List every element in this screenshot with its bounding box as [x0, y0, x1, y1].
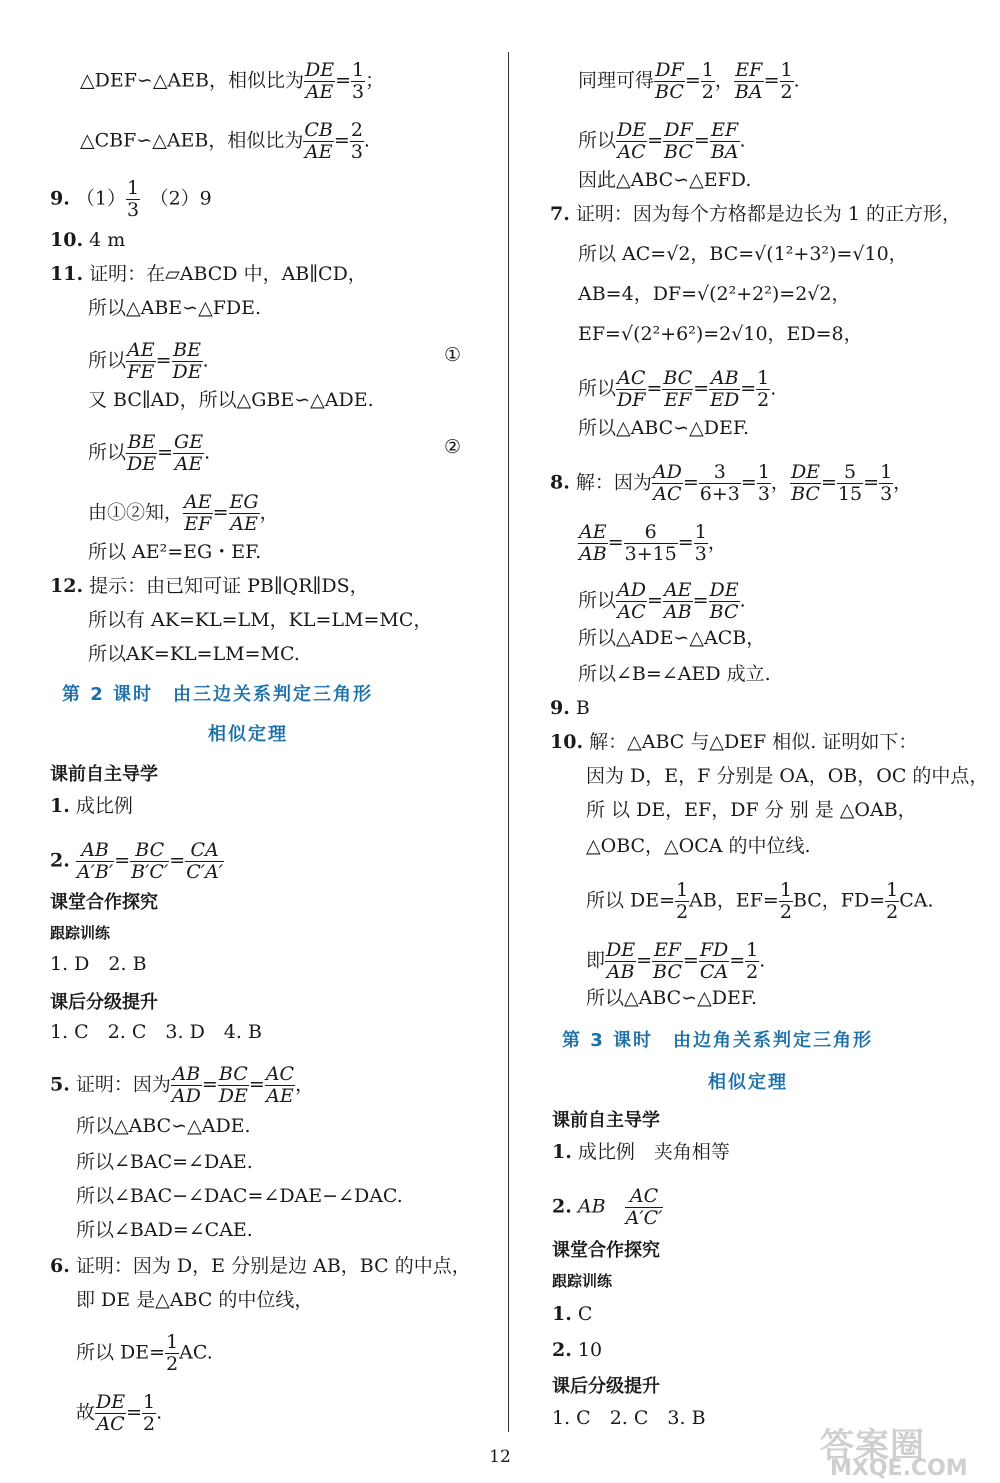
answer-line: 故 $\frac{DE}{AC}$ = $\frac{1}{2}$ .	[76, 1391, 163, 1435]
answer-line: 2. 10	[552, 1339, 603, 1361]
watermark-logo: 答案圈	[820, 1426, 925, 1466]
answer-line: 所以 $\frac{AD}{AC}$ = $\frac{AE}{AB}$ = $\frac{DE}{BC}$ .	[578, 579, 746, 623]
answer-line: 所以有 AK=KL=LM，KL=LM=MC，	[88, 609, 433, 631]
question-9: 9. （1） $\frac{1}{3}$ （2）9	[50, 177, 212, 221]
lesson-heading: 第 3 课时 由边角关系判定三角形	[562, 1030, 874, 1051]
answer-line: 所以 AC=√2，BC=√(1²+3²)=√10，	[578, 243, 908, 265]
section-heading: 课后分级提升	[50, 992, 158, 1013]
section-heading: 课堂合作探究	[50, 892, 158, 913]
answer-line: 所以 DE= $\frac{1}{2}$ AC.	[76, 1331, 213, 1375]
answer-line: 2. $\frac{AB}{A'B'}$ = $\frac{BC}{B'C'}$ = $\frac{CA}{C'A'}$	[50, 839, 224, 883]
watermark-url: MXQE.COM	[830, 1456, 968, 1481]
answer-line: 2. AB $\frac{AC}{A'C'}$	[552, 1185, 663, 1229]
answer-line: EF=√(2²+6²)=2√10，ED=8，	[578, 323, 863, 345]
answer-line: 所以△ABC∽△ADE.	[76, 1115, 251, 1137]
answer-line: 因此△ABC∽△EFD.	[578, 169, 752, 191]
lesson-heading: 相似定理	[708, 1072, 788, 1093]
section-heading: 课堂合作探究	[552, 1240, 660, 1261]
answer-line: 1. C 2. C 3. B	[552, 1407, 706, 1429]
answer-line: 所以∠BAC=∠DAE.	[76, 1151, 253, 1173]
section-heading: 课后分级提升	[552, 1376, 660, 1397]
subsection-heading: 跟踪训练	[552, 1272, 613, 1290]
answer-line: 1. 成比例 夹角相等	[552, 1141, 730, 1163]
answer-line: 所以 $\frac{AC}{DF}$ = $\frac{BC}{EF}$ = $\frac{AB}{ED}$ = $\frac{1}{2}$ .	[578, 367, 777, 411]
answer-line: △OBC，△OCA 的中位线.	[586, 835, 811, 857]
answer-line: 1. 成比例	[50, 795, 133, 817]
answer-line: $\frac{AE}{AB}$ = $\frac{6}{3+15}$ = $\frac{1}{3}$ ，	[579, 521, 727, 565]
answer-line: 所 以 DE，EF，DF 分 别 是 △OAB，	[586, 799, 917, 821]
column-divider	[508, 52, 509, 1432]
answer-line: 所以 DE= $\frac{1}{2}$ AB，EF= $\frac{1}{2}$ BC，FD= $\frac{1}{2}$ CA.	[586, 879, 934, 923]
section-heading: 课前自主导学	[552, 1110, 660, 1131]
question-12: 12. 提示：由已知可证 PB∥QR∥DS，	[50, 575, 369, 597]
section-heading: 课前自主导学	[50, 764, 158, 785]
answer-line: 所以 $\frac{BE}{DE}$ = $\frac{GE}{AE}$ .	[88, 431, 211, 475]
answer-line: 所以 $\frac{DE}{AC}$ = $\frac{DF}{BC}$ = $\frac{EF}{BA}$ .	[578, 119, 746, 163]
answer-line: 1. D 2. B	[50, 953, 147, 975]
answer-line: AB=4，DF=√(2²+2²)=2√2，	[578, 283, 851, 305]
answer-line: △DEF∽△AEB，相似比为 $\frac{DE}{AE}$ = $\frac{1}{3}$ ；	[80, 59, 385, 103]
page-number: 12	[489, 1447, 511, 1467]
question-8: 8. 解：因为 $\frac{AD}{AC}$ = $\frac{3}{6+3}$ = $\frac{1}{3}$ ， $\frac{DE}{BC}$ = $\frac{5}{15}$ = $\frac{1}{3}$ ，	[550, 461, 913, 505]
answer-line: 1. C 2. C 3. D 4. B	[50, 1021, 262, 1043]
lesson-heading: 第 2 课时 由三边关系判定三角形	[62, 684, 374, 705]
answer-line: △CBF∽△AEB，相似比为 $\frac{CB}{AE}$ = $\frac{2}{3}$ .	[80, 119, 370, 163]
answer-line: 所以△ABE∽△FDE.	[88, 297, 262, 319]
answer-line: 即 DE 是△ABC 的中位线，	[76, 1289, 314, 1311]
question-10: 10. 解：△ABC 与△DEF 相似. 证明如下：	[550, 731, 918, 753]
answer-line: 因为 D，E，F 分别是 OA，OB，OC 的中点，	[586, 765, 989, 787]
question-6: 6. 证明：因为 D，E 分别是边 AB，BC 的中点，	[50, 1255, 471, 1277]
circled-mark: ①	[444, 344, 462, 366]
circled-mark: ②	[444, 436, 462, 458]
question-7: 7. 证明：因为每个方格都是边长为 1 的正方形，	[550, 203, 962, 225]
answer-line: 同理可得 $\frac{DF}{BC}$ = $\frac{1}{2}$ ， $\frac{EF}{BA}$ = $\frac{1}{2}$ .	[578, 59, 800, 103]
answer-line: 所以 $\frac{AE}{FE}$ = $\frac{BE}{DE}$ .	[88, 339, 209, 383]
answer-line: 所以△ADE∽△ACB，	[578, 627, 766, 649]
answer-line: 又 BC∥AD，所以△GBE∽△ADE.	[88, 389, 374, 411]
question-10: 10. 4 m	[50, 229, 126, 251]
question-11: 11. 证明：在▱ABCD 中，AB∥CD，	[50, 263, 367, 285]
answer-line: 所以△ABC∽△DEF.	[586, 987, 758, 1009]
answer-line: 1. C	[552, 1303, 593, 1325]
question-5: 5. 证明：因为 $\frac{AB}{AD}$ = $\frac{BC}{DE}$ = $\frac{AC}{AE}$ ，	[50, 1063, 315, 1107]
lesson-heading: 相似定理	[208, 724, 288, 745]
answer-line: 所以 AE²=EG・EF.	[88, 541, 262, 563]
answer-line: 所以∠BAC−∠DAC=∠DAE−∠DAC.	[76, 1185, 403, 1207]
answer-line: 所以△ABC∽△DEF.	[578, 417, 750, 439]
answer-line: 即 $\frac{DE}{AB}$ = $\frac{EF}{BC}$ = $\frac{FD}{CA}$ = $\frac{1}{2}$ .	[586, 939, 766, 983]
answer-line: 所以∠BAD=∠CAE.	[76, 1219, 253, 1241]
question-9: 9. B	[550, 697, 590, 719]
answer-line: 所以∠B=∠AED 成立.	[578, 663, 771, 685]
answer-line: 所以AK=KL=LM=MC.	[88, 643, 300, 665]
answer-line: 由①②知， $\frac{AE}{EF}$ = $\frac{EG}{AE}$ ，	[88, 491, 279, 535]
subsection-heading: 跟踪训练	[50, 924, 111, 942]
